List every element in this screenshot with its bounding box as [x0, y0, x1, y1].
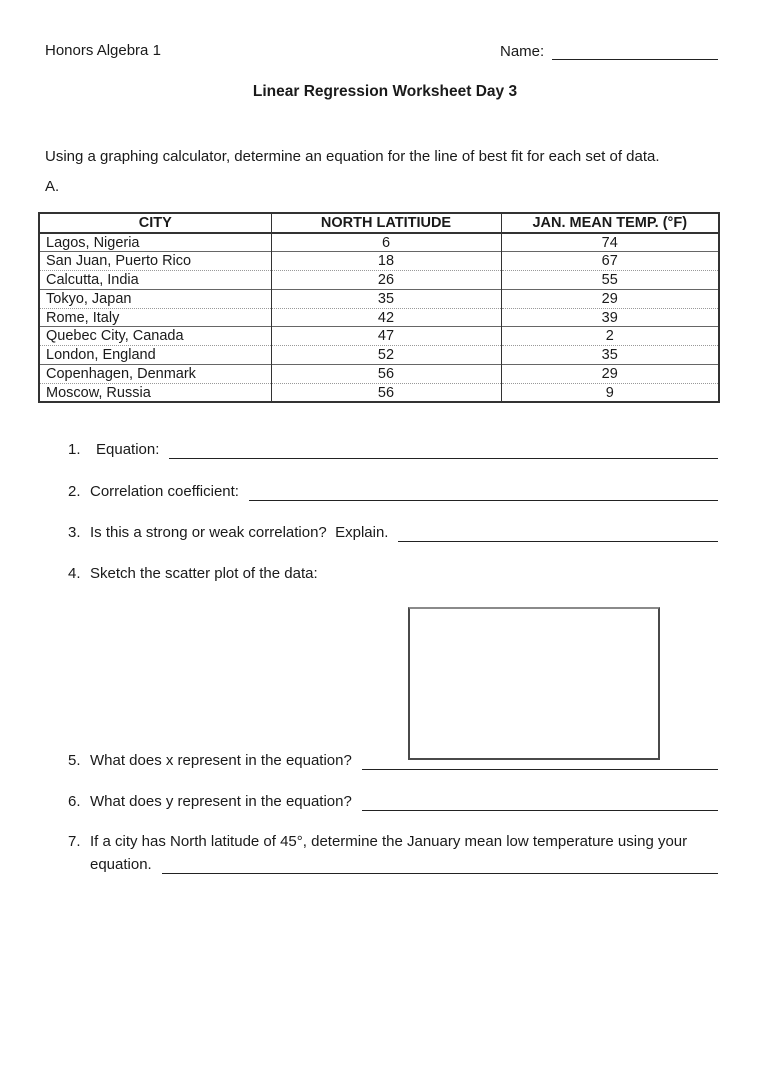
question-7-answer-line[interactable]: [162, 858, 718, 874]
instruction-text: Using a graphing calculator, determine an equation for the line of best fit for each set of data.: [45, 148, 660, 165]
table-cell-latitude: 18: [271, 252, 501, 271]
question-2-answer-line[interactable]: [249, 485, 718, 501]
table-cell-city: Tokyo, Japan: [46, 290, 132, 307]
question-6-answer-line[interactable]: [362, 795, 718, 811]
table-row: [39, 346, 719, 365]
question-3-number: 3.: [68, 524, 81, 542]
table-cell-temp: 67: [501, 252, 719, 271]
name-blank-line[interactable]: [552, 43, 718, 60]
table-row: [39, 383, 719, 402]
table-row: [39, 308, 719, 327]
table-cell-city: Lagos, Nigeria: [46, 234, 140, 251]
question-1-answer-line[interactable]: [169, 443, 718, 459]
table-cell-temp: 2: [501, 327, 719, 346]
table-cell-city: London, England: [46, 347, 156, 364]
section-a-label: A.: [45, 178, 60, 195]
city-data-table: [38, 212, 720, 403]
table-row: [39, 327, 719, 346]
question-4-number: 4.: [68, 565, 81, 583]
table-cell-temp: 55: [501, 271, 719, 290]
question-3-label: Is this a strong or weak correlation? Explain.: [90, 524, 389, 542]
question-3: [68, 523, 718, 542]
table-cell-latitude: 26: [271, 271, 501, 290]
table-cell-city: San Juan, Puerto Rico: [46, 253, 192, 270]
question-1: [68, 440, 718, 459]
question-7-body: [90, 832, 718, 874]
table-header-city: CITY: [39, 213, 271, 233]
table-cell-temp: 35: [501, 346, 719, 365]
question-6-number: 6.: [68, 793, 81, 811]
table-cell-city: Moscow, Russia: [46, 384, 151, 401]
course-title: Honors Algebra 1: [45, 42, 161, 59]
page-title: Linear Regression Worksheet Day 3: [252, 83, 518, 100]
question-3-answer-line[interactable]: [398, 526, 718, 542]
question-4-label: Sketch the scatter plot of the data:: [90, 565, 318, 583]
table-cell-latitude: 35: [271, 289, 501, 308]
table-row: [39, 252, 719, 271]
table-cell-latitude: 6: [271, 233, 501, 252]
table-row: [39, 289, 719, 308]
table-cell-city: Rome, Italy: [46, 309, 120, 326]
question-7-number: 7.: [68, 833, 81, 851]
question-7: [68, 832, 718, 874]
question-7-label-line2: equation.: [90, 856, 152, 874]
table-cell-city: Copenhagen, Denmark: [46, 365, 196, 382]
table-cell-latitude: 42: [271, 308, 501, 327]
question-4: [68, 564, 718, 583]
question-5-number: 5.: [68, 752, 81, 770]
question-2-label: Correlation coefficient:: [90, 483, 239, 501]
question-5-label: What does x represent in the equation?: [90, 752, 352, 770]
table-cell-latitude: 52: [271, 346, 501, 365]
question-1-label: Equation:: [96, 441, 160, 459]
table-row: [39, 271, 719, 290]
table-cell-city: Calcutta, India: [46, 271, 139, 288]
scatter-plot-sketch-box[interactable]: [408, 607, 660, 760]
table-header-temp: JAN. MEAN TEMP. (°F): [501, 213, 719, 233]
worksheet-page: [0, 42, 770, 1066]
table-cell-temp: 74: [501, 233, 719, 252]
question-6-label: What does y represent in the equation?: [90, 793, 352, 811]
table-cell-temp: 39: [501, 308, 719, 327]
question-2: [68, 482, 718, 501]
table-row: [39, 365, 719, 384]
name-field-group: [500, 42, 718, 60]
table-cell-temp: 29: [501, 289, 719, 308]
table-cell-latitude: 56: [271, 365, 501, 384]
question-2-number: 2.: [68, 483, 81, 501]
table-cell-latitude: 56: [271, 383, 501, 402]
table-cell-temp: 29: [501, 365, 719, 384]
table-header-latitude: NORTH LATITIUDE: [271, 213, 501, 233]
table-row: [39, 233, 719, 252]
table-cell-city: Quebec City, Canada: [46, 328, 184, 345]
question-7-line2: [90, 855, 718, 874]
table-header-row: [39, 213, 719, 233]
table-cell-latitude: 47: [271, 327, 501, 346]
question-7-label-line1: If a city has North latitude of 45°, determine the January mean low temperature using your: [90, 833, 688, 851]
name-label: Name:: [500, 43, 545, 60]
question-6: [68, 792, 718, 811]
question-1-number: 1.: [68, 441, 81, 459]
table-cell-temp: 9: [501, 383, 719, 402]
page-header: [45, 42, 718, 60]
